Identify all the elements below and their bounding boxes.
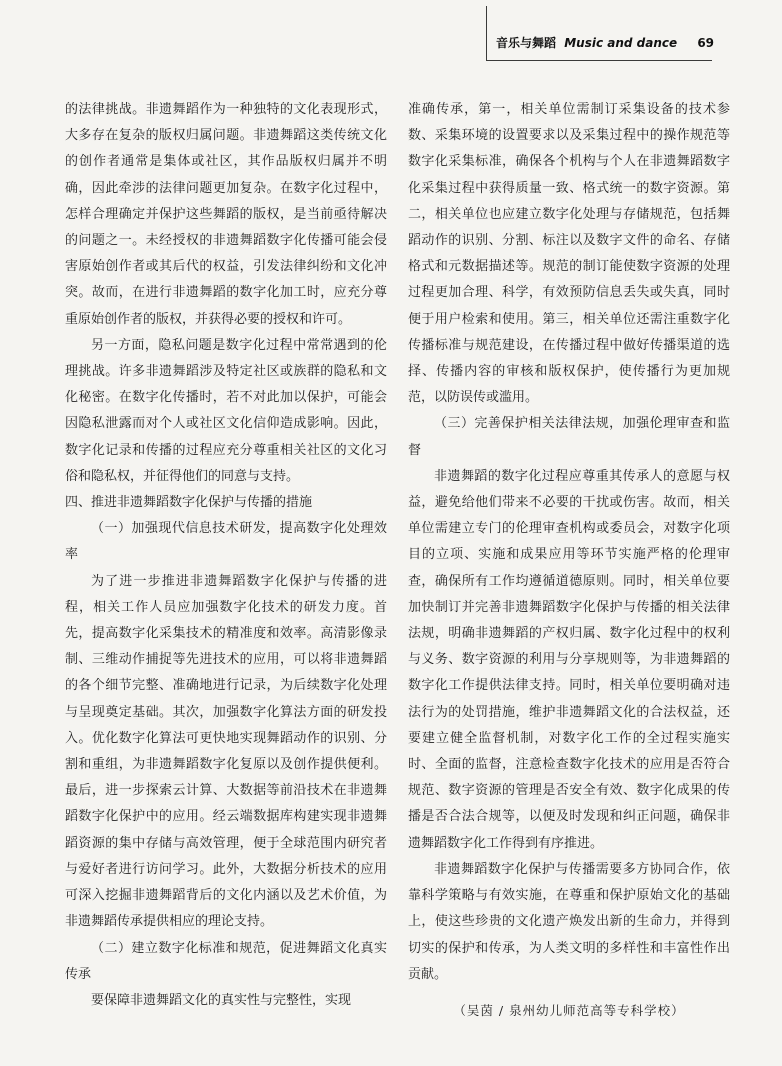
journal-title-cn: 音乐与舞蹈 bbox=[496, 36, 557, 50]
running-header bbox=[496, 34, 714, 52]
subsection-heading: （二）建立数字化标准和规范，促进舞蹈文化真实传承 bbox=[65, 940, 387, 982]
paragraph: 非遗舞蹈数字化保护与传播需要多方协同合作，依靠科学策略与有效实施，在尊重和保护原始文化的基础上，使这些珍贵的文化遗产焕发出新的生命力，并得到切实的保护和传承，为人类文明的多样性和丰富性作出贡献。 bbox=[408, 861, 730, 982]
paragraph: 另一方面，隐私问题是数字化过程中常常遇到的伦理挑战。许多非遗舞蹈涉及特定社区或族群的隐私和文化秘密。在数字化传播时，若不对此加以保护，可能会因隐私泄露而对个人或社区文化信仰造成影响。因此，数字化记录和传播的过程应充分尊重相关社区的文化习俗和隐私权，并征得他们的同意与支持。 bbox=[65, 337, 387, 484]
left-column bbox=[65, 97, 387, 1014]
journal-title-en: Music and dance bbox=[564, 36, 678, 50]
paragraph: 要保障非遗舞蹈文化的真实性与完整性，实现 bbox=[91, 992, 352, 1008]
header-horizontal-rule bbox=[486, 60, 712, 61]
author-credit: （吴茵 / 泉州幼儿师范高等专科学校） bbox=[453, 1002, 685, 1018]
paragraph: 准确传承，第一，相关单位需制订采集设备的技术参数、采集环境的设置要求以及采集过程中的操作规范等数字化采集标准，确保各个机构与个人在非遗舞蹈数字化采集过程中获得质量一致、格式统一的数字资源。第二，相关单位也应建立数字化处理与存储规范，包括舞蹈动作的识别、分割、标注以及数字文件的命名、存储格式和元数据描述等。规范的制订能使数字资源的处理过程更加合理、科学，有效预防信息丢失或失真，同时便于用户检索和使用。第三，相关单位还需注重数字化传播标准与规范建设，在传播过程中做好传播渠道的选择、传播内容的审核和版权保护，使传播行为更加规范，以防误传或滥用。 bbox=[408, 102, 730, 406]
section-heading: 四、推进非遗舞蹈数字化保护与传播的措施 bbox=[65, 495, 313, 511]
subsection-heading: （一）加强现代信息技术研发，提高数字化处理效率 bbox=[65, 521, 387, 563]
right-column bbox=[408, 97, 730, 1024]
paragraph: 的法律挑战。非遗舞蹈作为一种独特的文化表现形式，大多存在复杂的版权归属问题。非遗舞蹈这类传统文化的创作者通常是集体或社区，其作品版权归属并不明确，因此牵涉的法律问题更加复杂。在数字化过程中，怎样合理确定并保护这些舞蹈的版权，是当前亟待解决的问题之一。未经授权的非遗舞蹈数字化传播可能会侵害原始创作者或其后代的权益，引发法律纠纷和文化冲突。故而，在进行非遗舞蹈的数字化加工时，应充分尊重原始创作者的版权，并获得必要的授权和许可。 bbox=[65, 102, 387, 327]
subsection-heading: （三）完善保护相关法律法规，加强伦理审查和监督 bbox=[408, 416, 730, 458]
header-vertical-rule bbox=[486, 6, 487, 61]
paragraph: 为了进一步推进非遗舞蹈数字化保护与传播的进程，相关工作人员应加强数字化技术的研发力度。首先，提高数字化采集技术的精准度和效率。高清影像录制、三维动作捕捉等先进技术的应用，可以将非遗舞蹈的各个细节完整、准确地进行记录，为后续数字化处理与呈现奠定基础。其次，加强数字化算法方面的研发投入。优化数字化算法可更快地实现舞蹈动作的识别、分割和重组，为非遗舞蹈数字化复原以及创作提供便利。最后，进一步探索云计算、大数据等前沿技术在非遗舞蹈数字化保护中的应用。经云端数据库构建实现非遗舞蹈资源的集中存储与高效管理，便于全球范围内研究者与爱好者进行访问学习。此外，大数据分析技术的应用可深入挖掘非遗舞蹈背后的文化内涵以及艺术价值，为非遗舞蹈传承提供相应的理论支持。 bbox=[65, 573, 387, 930]
paragraph: 非遗舞蹈的数字化过程应尊重其传承人的意愿与权益，避免给他们带来不必要的干扰或伤害。故而，相关单位需建立专门的伦理审查机构或委员会，对数字化项目的立项、实施和成果应用等环节实施严格的伦理审查，确保所有工作均遵循道德原则。同时，相关单位要加快制订并完善非遗舞蹈数字化保护与传播的相关法律法规，明确非遗舞蹈的产权归属、数字化过程中的权利与义务、数字资源的利用与分享规则等，为非遗舞蹈的数字化工作提供法律支持。同时，相关单位要明确对违法行为的处罚措施，维护非遗舞蹈文化的合法权益，还要建立健全监督机制，对数字化工作的全过程实施实时、全面的监督，注意检查数字化技术的应用是否符合规范、数字资源的管理是否安全有效、数字化成果的传播是否合法合规等，以便及时发现和纠正问题，确保非遗舞蹈数字化工作得到有序推进。 bbox=[408, 468, 730, 851]
page-number: 69 bbox=[697, 36, 715, 50]
